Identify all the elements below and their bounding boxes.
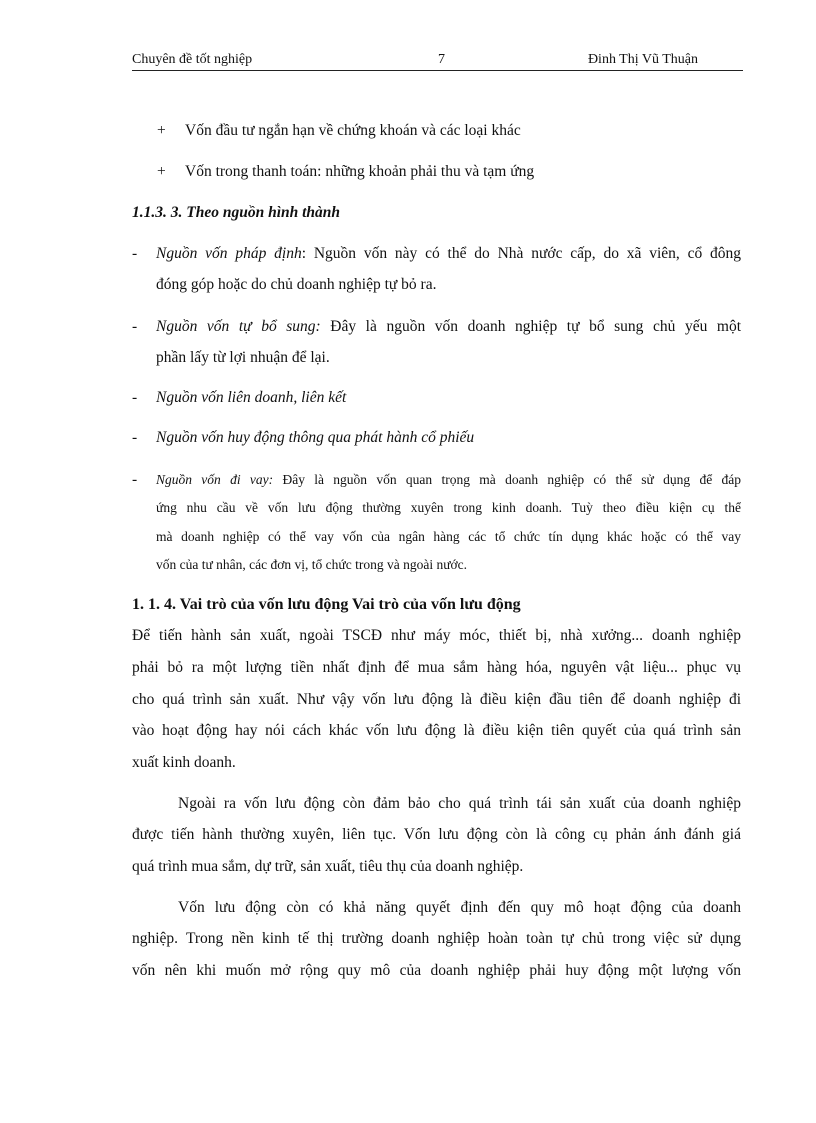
paragraph-line: Vốn lưu động còn có khả năng quyết định đến quy mô hoạt động của doanh (178, 899, 741, 916)
page-header (132, 52, 743, 71)
dash-marker: - (132, 429, 138, 446)
bullet-marker: + (157, 122, 166, 139)
bullet-text: Vốn trong thanh toán: những khoản phải thu và tạm ứng (185, 163, 535, 180)
dash-marker: - (132, 471, 138, 488)
paragraph-line: Để tiến hành sản xuất, ngoài TSCĐ như máy móc, thiết bị, nhà xưởng... doanh nghiệp (132, 627, 741, 644)
item-term: Nguồn vốn liên doanh, liên kết (156, 389, 347, 406)
item-text: ứng nhu cầu về vốn lưu động thường xuyên trong kinh doanh. Tuỳ theo điều kiện cụ thể (156, 500, 741, 515)
item-text: vốn của tư nhân, các đơn vị, tổ chức trong và ngoài nước. (156, 557, 468, 572)
paragraph-line: Ngoài ra vốn lưu động còn đảm bảo cho quá trình tái sản xuất của doanh nghiệp (178, 795, 741, 812)
paragraph-line: xuất kinh doanh. (132, 754, 236, 771)
item-text: Đây là nguồn vốn doanh nghiệp tự bổ sung chủ yếu một (320, 318, 742, 335)
paragraph-line: được tiến hành thường xuyên, liên tục. Vốn lưu động còn là công cụ phản ánh đánh giá (132, 826, 741, 843)
paragraph-line: nghiệp. Trong nền kinh tế thị trường doanh nghiệp hoàn toàn tự chủ trong việc sử dụng (132, 930, 741, 947)
list-item (156, 245, 741, 263)
paragraph-line: vốn nên khi muốn mở rộng quy mô của doanh nghiệp phải huy động một lượng vốn (132, 962, 741, 979)
item-term: Nguồn vốn huy động thông qua phát hành cổ phiếu (156, 429, 475, 446)
header-author: Đinh Thị Vũ Thuận (587, 52, 698, 67)
page-number: 7 (438, 52, 445, 67)
paragraph-line: cho quá trình sản xuất. Như vậy vốn lưu động là điều kiện đầu tiên để doanh nghiệp đi (132, 691, 741, 708)
dash-marker: - (132, 245, 138, 262)
bullet-marker: + (157, 163, 166, 180)
paragraph-line: phải bỏ ra một lượng tiền nhất định để mua sắm hàng hóa, nguyên vật liệu... phục vụ (132, 659, 741, 676)
item-text: phần lấy từ lợi nhuận để lại. (156, 349, 330, 366)
item-text: : Nguồn vốn này có thể do Nhà nước cấp, do xã viên, cổ đông (301, 245, 742, 262)
list-item (156, 318, 741, 336)
section-heading: 1.1.3. 3. Theo nguồn hình thành (132, 204, 341, 221)
section-heading: 1. 1. 4. Vai trò của vốn lưu động Vai trò của vốn lưu động (132, 596, 521, 613)
dash-marker: - (132, 389, 138, 406)
bullet-text: Vốn đầu tư ngắn hạn về chứng khoán và các loại khác (185, 122, 521, 139)
header-title: Chuyên đề tốt nghiệp (132, 52, 253, 67)
item-term: Nguồn vốn đi vay: (156, 472, 274, 487)
list-item (156, 472, 741, 488)
item-term: Nguồn vốn pháp định (156, 245, 302, 262)
paragraph-line: vào hoạt động hay nói cách khác vốn lưu động là điều kiện tiên quyết của quá trình sản (132, 722, 741, 739)
item-term: Nguồn vốn tự bổ sung: (156, 318, 321, 335)
item-text: Đây là nguồn vốn quan trọng mà doanh nghiệp có thể sử dụng để đáp (273, 472, 741, 487)
dash-marker: - (132, 318, 138, 335)
paragraph-line: quá trình mua sắm, dự trữ, sản xuất, tiêu thụ của doanh nghiệp. (132, 858, 524, 875)
item-text: mà doanh nghiệp có thể vay vốn của ngân hàng các tổ chức tín dụng khác hoặc có thể vay (156, 529, 741, 544)
item-text: đóng góp hoặc do chủ doanh nghiệp tự bỏ ra. (156, 276, 437, 293)
